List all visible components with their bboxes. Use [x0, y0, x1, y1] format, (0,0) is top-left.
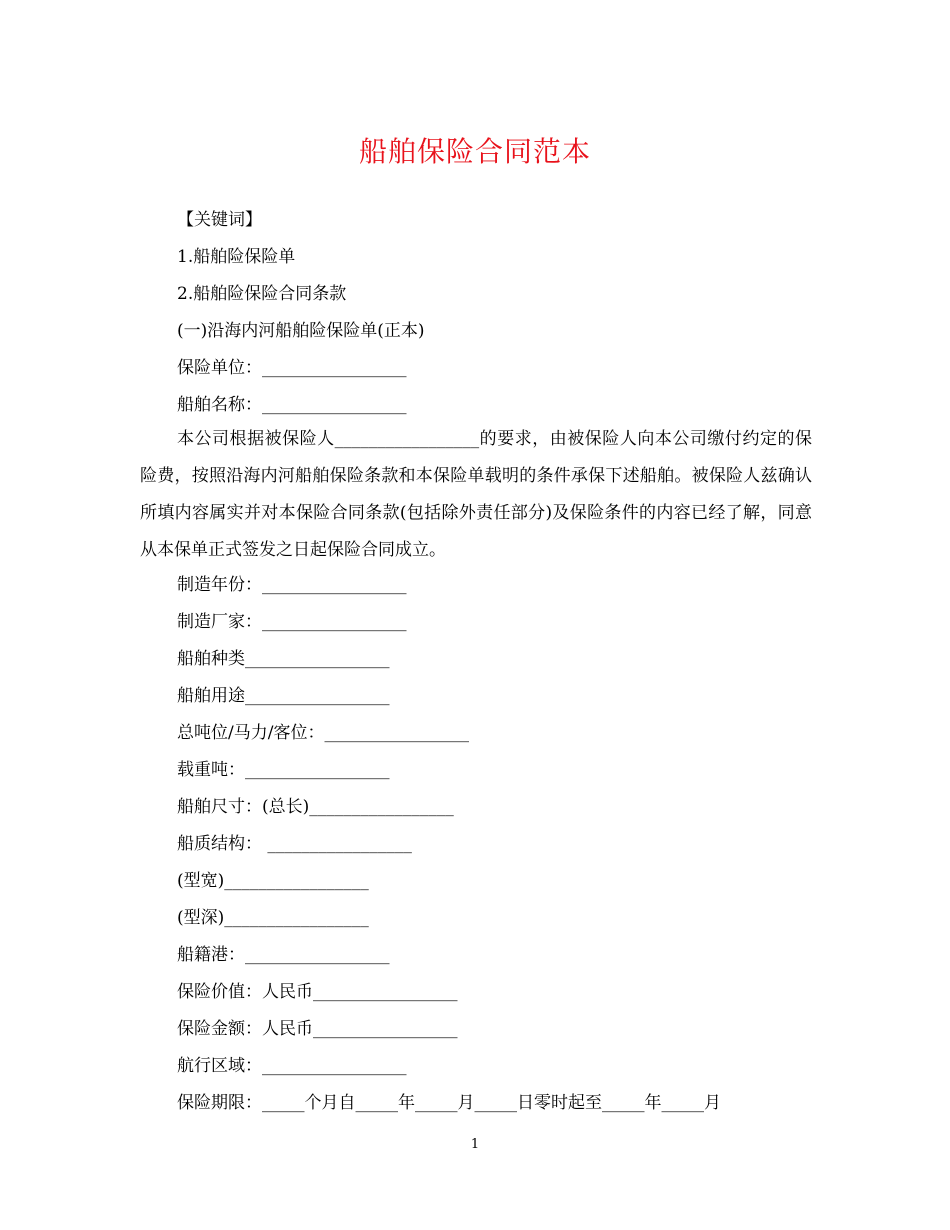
form-field: 载重吨：_________________	[177, 760, 390, 780]
list-item: 1.船舶险保险单	[177, 247, 296, 267]
document-title: 船舶保险合同范本	[358, 135, 591, 168]
form-field: (型宽)_________________	[177, 871, 369, 891]
body-paragraph: 本公司根据被保险人_________________的要求，由被保险人向本公司缴付约定的保险费，按照沿海内河船舶保险条款和本保险单载明的条件承保下述船舶。被保险人兹确认所填内容属实并对本保险合同条款(包括除外责任部分)及保险条件的内容已经了解，同意从本保单正式签发之日起保险合同成立。	[140, 429, 812, 560]
form-field: (型深)_________________	[177, 908, 369, 928]
form-field: 保险金额：人民币_________________	[177, 1019, 458, 1039]
keywords-label: 【关键词】	[177, 210, 262, 230]
form-field: 总吨位/马力/客位：_________________	[177, 723, 469, 743]
form-field: 船质结构： _________________	[177, 834, 412, 854]
form-field: 保险期限：_____个月自_____年_____月_____日零时起至_____年_____月	[177, 1093, 721, 1113]
form-field: 船舶用途_________________	[177, 686, 390, 706]
form-field: 船舶种类_________________	[177, 649, 390, 669]
form-field: 船籍港：_________________	[177, 945, 390, 965]
list-item: 2.船舶险保险合同条款	[177, 284, 347, 304]
page-number: 1	[470, 1137, 480, 1152]
form-field: 船舶尺寸：(总长)_________________	[177, 797, 454, 817]
form-field: 保险价值：人民币_________________	[177, 982, 458, 1002]
form-field: 制造厂家：_________________	[177, 612, 407, 632]
form-field: 保险单位：_________________	[177, 358, 407, 378]
form-field: 船舶名称：_________________	[177, 395, 407, 415]
section-heading: (一)沿海内河船舶险保险单(正本)	[177, 321, 425, 341]
form-field: 航行区域：_________________	[177, 1056, 407, 1076]
form-field: 制造年份：_________________	[177, 575, 407, 595]
